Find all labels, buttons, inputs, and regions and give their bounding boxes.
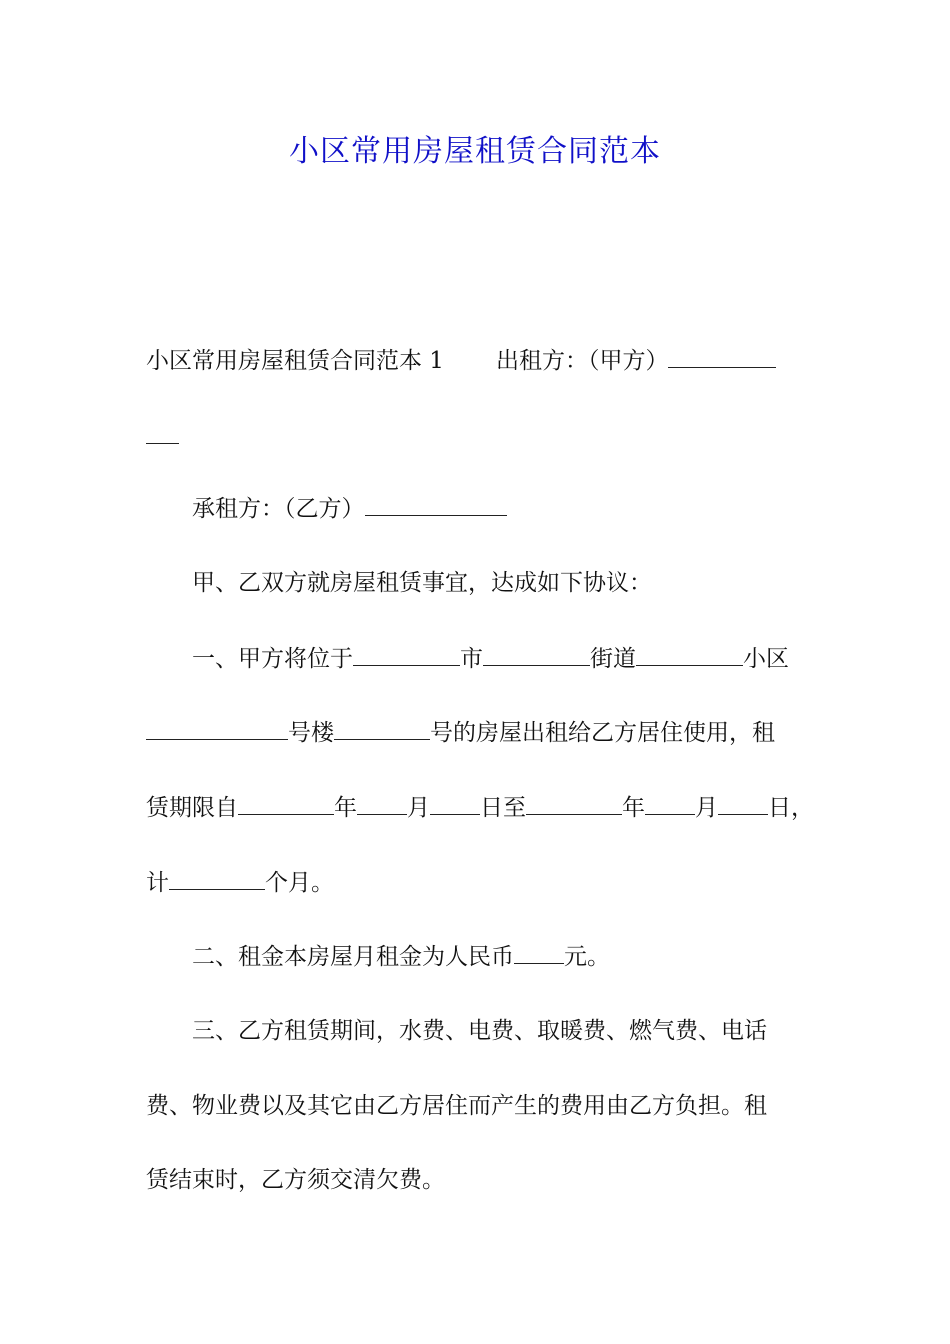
paragraph-lessee — [192, 490, 872, 527]
community-blank — [636, 640, 743, 666]
total-label: 计 — [146, 870, 169, 896]
rent-unit: 元。 — [564, 944, 610, 970]
end-year-blank — [526, 789, 622, 815]
year-label: 年 — [334, 795, 357, 821]
city-blank — [353, 640, 460, 666]
building-blank — [146, 714, 288, 740]
community-label: 小区 — [743, 646, 789, 672]
start-month-blank — [357, 789, 407, 815]
clause-1-line-1 — [192, 640, 872, 677]
agreement-text: 甲、乙双方就房屋租赁事宜，达成如下协议： — [192, 570, 652, 596]
end-month-blank — [645, 789, 695, 815]
end-day-label: 日， — [768, 795, 814, 821]
paragraph-intro-line — [146, 342, 826, 379]
month-label: 月 — [407, 795, 430, 821]
building-label: 号楼 — [288, 720, 334, 746]
lessor-label: 出租方：（甲方） — [495, 348, 669, 374]
clause-3-line-3 — [146, 1162, 826, 1198]
lessor-blank-continued — [146, 418, 179, 444]
start-year-blank — [238, 789, 334, 815]
clause-3-line-1 — [192, 1013, 872, 1049]
city-label: 市 — [460, 646, 483, 672]
clause-3-text-2: 费、物业费以及其它由乙方居住而产生的费用由乙方负担。租 — [146, 1093, 767, 1119]
clause-1-text: 一、甲方将位于 — [192, 646, 353, 672]
lease-term-label: 赁期限自 — [146, 795, 238, 821]
paragraph-agreement — [192, 565, 872, 601]
start-day-blank — [430, 789, 480, 815]
end-year-label: 年 — [622, 795, 645, 821]
rent-blank — [514, 938, 564, 964]
months-blank — [169, 864, 265, 890]
day-to-label: 日至 — [480, 795, 526, 821]
document-title: 小区常用房屋租赁合同范本 — [289, 134, 661, 169]
rent-label: 二、租金本房屋月租金为人民币 — [192, 944, 514, 970]
clause-3-text-3: 赁结束时，乙方须交清欠费。 — [146, 1167, 445, 1193]
lessee-label: 承租方：（乙方） — [192, 496, 365, 522]
lessee-blank — [365, 490, 507, 516]
clause-1-line-2 — [146, 714, 826, 751]
end-day-blank — [718, 789, 768, 815]
clause-1-line-3 — [146, 789, 826, 826]
clause-3-line-2 — [146, 1088, 826, 1124]
end-month-label: 月 — [695, 795, 718, 821]
clause-1-line-4 — [146, 864, 826, 901]
clause-3-text-1: 三、乙方租赁期间，水费、电费、取暖费、燃气费、电话 — [192, 1018, 767, 1044]
street-blank — [483, 640, 590, 666]
intro-text: 小区常用房屋租赁合同范本 1 — [146, 348, 444, 374]
clause-1-text-2: 号的房屋出租给乙方居住使用，租 — [430, 720, 775, 746]
lessor-blank — [668, 342, 776, 368]
months-label: 个月。 — [265, 870, 334, 896]
clause-2 — [192, 938, 872, 975]
street-label: 街道 — [590, 646, 636, 672]
paragraph-intro-continuation — [146, 418, 826, 455]
unit-blank — [334, 714, 430, 740]
